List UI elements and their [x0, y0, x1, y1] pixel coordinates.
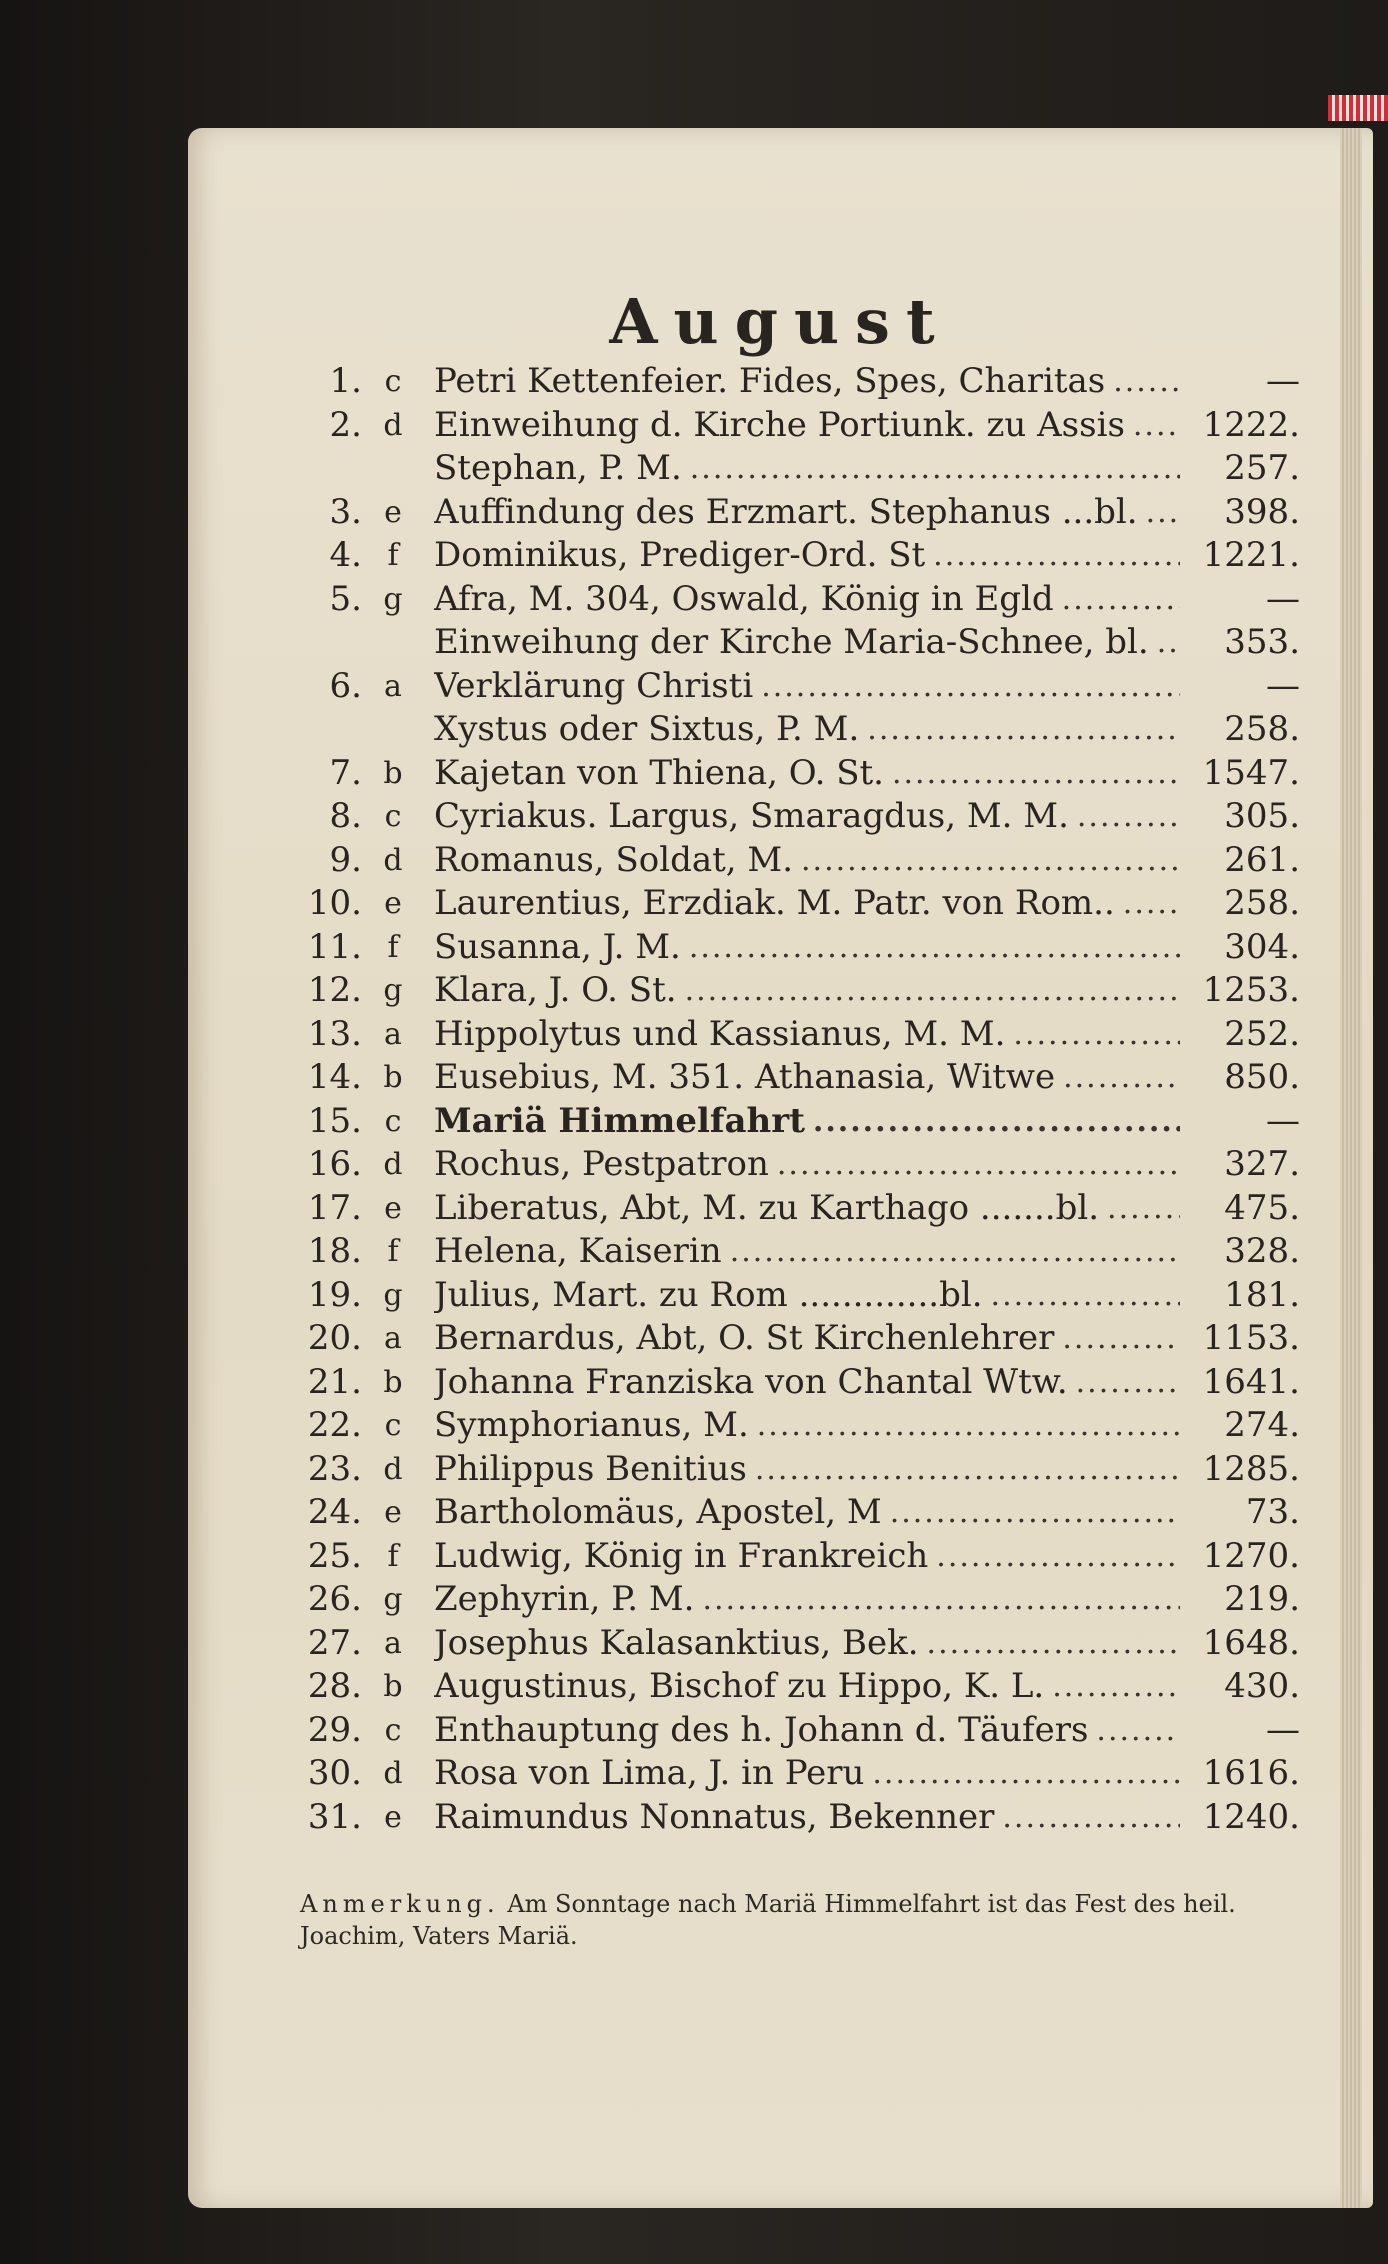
year: 328. — [1224, 1231, 1300, 1271]
calendar-row — [300, 1709, 1300, 1753]
saint-text: Eusebius, M. 351. Athanasia, Witwe — [434, 1057, 1056, 1097]
year: 475. — [1224, 1187, 1300, 1228]
year: 1547. — [1202, 752, 1300, 793]
calendar-row — [300, 360, 1300, 404]
day-number: 10. — [307, 883, 362, 923]
calendar-row — [300, 1491, 1300, 1535]
saint-name — [434, 1578, 1180, 1622]
calendar-row — [300, 1230, 1300, 1274]
calendar-row — [300, 1361, 1300, 1405]
saint-text: Liberatus, Abt, M. zu Karthago .......bl. — [434, 1187, 1100, 1228]
saint-name — [434, 1230, 1180, 1274]
year: — — [1266, 1709, 1300, 1750]
day-number: 20. — [307, 1318, 362, 1358]
saint-text: Auffindung des Erzmart. Stephanus ...bl. — [434, 491, 1138, 532]
saint-name — [434, 795, 1180, 839]
saint-name — [434, 1752, 1180, 1796]
day-number: 25. — [307, 1535, 362, 1576]
dominical-letter: b — [383, 1060, 403, 1095]
year: 1221. — [1202, 535, 1300, 575]
saint-text: Rochus, Pestpatron — [434, 1144, 769, 1184]
saint-name — [434, 1187, 1180, 1231]
year: 1240. — [1202, 1796, 1300, 1837]
year: 398. — [1224, 491, 1300, 532]
calendar-row — [300, 1448, 1300, 1492]
year: 257. — [1224, 448, 1300, 488]
saint-text: Raimundus Nonnatus, Bekenner — [434, 1796, 995, 1837]
calendar-row — [300, 1100, 1300, 1144]
saint-text: Laurentius, Erzdiak. M. Patr. von Rom.. — [434, 883, 1115, 923]
day-number: 21. — [307, 1361, 362, 1402]
day-number: 11. — [307, 926, 362, 967]
dominical-letter: e — [384, 494, 402, 530]
saint-name — [434, 621, 1180, 665]
day-number: 3. — [329, 491, 362, 532]
saint-text: Verklärung Christi — [434, 665, 754, 706]
saint-name — [434, 839, 1180, 883]
calendar-row — [300, 1274, 1300, 1318]
saint-text: Enthauptung des h. Johann d. Täufers — [434, 1709, 1089, 1750]
saint-text: Helena, Kaiserin — [434, 1231, 722, 1271]
saint-text: Klara, J. O. St. — [434, 970, 677, 1010]
saint-name — [434, 665, 1180, 709]
saint-text: Kajetan von Thiena, O. St. — [434, 752, 884, 793]
dominical-letter: d — [383, 1147, 403, 1182]
year: 1648. — [1202, 1622, 1300, 1663]
calendar-row — [300, 1013, 1300, 1057]
calendar-row — [300, 1056, 1300, 1100]
saint-text: Rosa von Lima, J. in Peru — [434, 1753, 865, 1793]
saint-name — [434, 1143, 1180, 1187]
dominical-letter: d — [383, 1451, 403, 1487]
saint-text: Susanna, J. M. — [434, 926, 681, 967]
day-number: 22. — [307, 1405, 362, 1445]
saint-text: Einweihung d. Kirche Portiunk. zu Assis — [434, 404, 1125, 445]
calendar-row — [300, 926, 1300, 970]
saint-text: Romanus, Soldat, M. — [434, 839, 794, 880]
saint-name — [434, 360, 1180, 404]
dominical-letter: g — [383, 1582, 403, 1617]
calendar-row — [300, 1143, 1300, 1187]
saint-name — [434, 1491, 1180, 1535]
calendar-row — [300, 1404, 1300, 1448]
dominical-letter: d — [383, 842, 403, 878]
day-number: 28. — [307, 1666, 362, 1706]
feast-name-highlight — [434, 1100, 1180, 1144]
day-number: 14. — [307, 1057, 362, 1097]
saint-text: Stephan, P. M. — [434, 448, 682, 488]
dominical-letter: b — [383, 1364, 403, 1400]
saint-text: Einweihung der Kirche Maria-Schnee, bl. — [434, 622, 1149, 662]
year: 252. — [1224, 1013, 1300, 1054]
saint-name — [434, 1665, 1180, 1709]
day-number: 15. — [307, 1100, 362, 1141]
calendar-row — [300, 1796, 1300, 1840]
dominical-letter: a — [384, 668, 402, 704]
footnote — [300, 1888, 1300, 1952]
day-number: 19. — [307, 1274, 362, 1315]
calendar-row — [300, 1622, 1300, 1666]
bookmark-ribbon — [1328, 95, 1388, 121]
saint-name — [434, 1622, 1180, 1666]
dominical-letter: g — [383, 581, 403, 617]
saint-text: Cyriakus. Largus, Smaragdus, M. M. — [434, 796, 1069, 836]
saint-text: Augustinus, Bischof zu Hippo, K. L. — [434, 1666, 1045, 1706]
saint-name — [434, 752, 1180, 796]
dominical-letter: f — [387, 1234, 399, 1269]
saint-name — [434, 708, 1180, 752]
footnote-text: Am Sonntage nach Mariä Himmelfahrt ist das Fest des heil. Joachim, Vaters Mariä. — [300, 1890, 1236, 1950]
dominical-letter: f — [387, 929, 399, 965]
calendar-row — [300, 1665, 1300, 1709]
saint-text: Philippus Benitius — [434, 1448, 747, 1489]
calendar-row — [300, 882, 1300, 926]
saint-name — [434, 491, 1180, 535]
dominical-letter: d — [383, 1756, 403, 1791]
saint-name — [434, 1274, 1180, 1318]
saint-name — [434, 1361, 1180, 1405]
saint-text: Ludwig, König in Frankreich — [434, 1535, 929, 1576]
saints-calendar-list — [300, 360, 1300, 1839]
saint-name — [434, 969, 1180, 1013]
dominical-letter: b — [383, 1669, 403, 1704]
footnote-lead: Anmerkung. — [300, 1890, 500, 1918]
dominical-letter: d — [383, 407, 403, 443]
calendar-row — [300, 795, 1300, 839]
saint-text: Mariä Himmelfahrt — [434, 1100, 805, 1141]
year: — — [1266, 1100, 1300, 1141]
dominical-letter: a — [384, 1321, 402, 1356]
calendar-row — [300, 578, 1300, 622]
year: 430. — [1224, 1666, 1300, 1706]
calendar-row — [300, 621, 1300, 665]
year: 73. — [1245, 1492, 1300, 1532]
saint-text: Zephyrin, P. M. — [434, 1579, 695, 1619]
saint-text: Bernardus, Abt, O. St Kirchenlehrer — [434, 1318, 1055, 1358]
saint-name — [434, 882, 1180, 926]
calendar-row — [300, 534, 1300, 578]
calendar-row — [300, 752, 1300, 796]
year: 219. — [1224, 1579, 1300, 1619]
saint-text: Hippolytus und Kassianus, M. M. — [434, 1013, 1006, 1054]
dominical-letter: f — [387, 538, 399, 573]
saint-text: Johanna Franziska von Chantal Wtw. — [434, 1361, 1068, 1402]
calendar-row — [300, 1535, 1300, 1579]
year: 1616. — [1202, 1753, 1300, 1793]
calendar-row — [300, 1187, 1300, 1231]
day-number: 26. — [307, 1579, 362, 1619]
day-number: 17. — [307, 1187, 362, 1228]
year: 1253. — [1202, 970, 1300, 1010]
saint-text: Bartholomäus, Apostel, M — [434, 1492, 882, 1532]
dominical-letter: g — [383, 973, 403, 1008]
calendar-row — [300, 969, 1300, 1013]
saint-text: Xystus oder Sixtus, P. M. — [434, 709, 860, 749]
year: — — [1266, 665, 1300, 706]
year: 181. — [1224, 1274, 1300, 1315]
year: 274. — [1224, 1405, 1300, 1445]
day-number: 4. — [329, 535, 362, 575]
page-title: August — [609, 285, 951, 358]
calendar-row — [300, 1317, 1300, 1361]
saint-name — [434, 1535, 1180, 1579]
year: 304. — [1224, 926, 1300, 967]
day-number: 2. — [329, 404, 362, 445]
saint-text: Afra, M. 304, Oswald, König in Egld — [434, 578, 1054, 619]
page-edges — [1340, 128, 1362, 2208]
dominical-letter: e — [384, 1495, 402, 1530]
day-number: 7. — [329, 752, 362, 793]
year: — — [1266, 361, 1300, 401]
year: 850. — [1224, 1057, 1300, 1097]
saint-name — [434, 1013, 1180, 1057]
year: 1153. — [1202, 1318, 1300, 1358]
calendar-row — [300, 665, 1300, 709]
saint-text: Julius, Mart. zu Rom .............bl. — [434, 1274, 983, 1315]
year: 1270. — [1202, 1535, 1300, 1576]
saint-text: Symphorianus, M. — [434, 1405, 749, 1445]
dominical-letter: e — [384, 886, 402, 921]
day-number: 9. — [329, 839, 362, 880]
saint-text: Dominikus, Prediger-Ord. St — [434, 535, 926, 575]
day-number: 8. — [329, 796, 362, 836]
day-number: 1. — [329, 361, 362, 401]
day-number: 13. — [307, 1013, 362, 1054]
saint-text: Petri Kettenfeier. Fides, Spes, Charitas — [434, 361, 1106, 401]
day-number: 24. — [307, 1492, 362, 1532]
day-number: 29. — [307, 1709, 362, 1750]
calendar-row — [300, 404, 1300, 448]
year: 1222. — [1202, 404, 1300, 445]
dominical-letter: c — [384, 1408, 402, 1443]
dominical-letter: c — [384, 364, 402, 399]
year: 261. — [1224, 839, 1300, 880]
day-number: 5. — [329, 578, 362, 619]
year: 305. — [1224, 796, 1300, 836]
saint-text: Josephus Kalasanktius, Bek. — [434, 1622, 919, 1663]
saint-name — [434, 534, 1180, 578]
day-number: 31. — [307, 1796, 362, 1837]
dominical-letter: a — [384, 1625, 402, 1661]
calendar-row — [300, 1752, 1300, 1796]
dominical-letter: e — [384, 1799, 402, 1835]
year: 258. — [1224, 883, 1300, 923]
day-number: 23. — [307, 1448, 362, 1489]
saint-name — [434, 1404, 1180, 1448]
calendar-row — [300, 491, 1300, 535]
dominical-letter: a — [384, 1016, 402, 1052]
year: 1641. — [1202, 1361, 1300, 1402]
dominical-letter: b — [383, 755, 403, 791]
day-number: 27. — [307, 1622, 362, 1663]
dominical-letter: c — [384, 1103, 402, 1139]
saint-name — [434, 1056, 1180, 1100]
year: 1285. — [1202, 1448, 1300, 1489]
dominical-letter: f — [387, 1538, 399, 1574]
saint-name — [434, 404, 1180, 448]
year: 258. — [1224, 709, 1300, 749]
day-number: 16. — [307, 1144, 362, 1184]
dominical-letter: c — [384, 799, 402, 834]
year: 353. — [1224, 622, 1300, 662]
saint-name — [434, 1317, 1180, 1361]
day-number: 18. — [307, 1231, 362, 1271]
calendar-row — [300, 447, 1300, 491]
calendar-row — [300, 839, 1300, 883]
saint-name — [434, 578, 1180, 622]
day-number: 6. — [329, 665, 362, 706]
saint-name — [434, 447, 1180, 491]
dominical-letter: c — [384, 1712, 402, 1748]
saint-name — [434, 1709, 1180, 1753]
year: — — [1266, 578, 1300, 619]
dominical-letter: g — [383, 1277, 403, 1313]
saint-name — [434, 1448, 1180, 1492]
saint-name — [434, 926, 1180, 970]
year: 327. — [1224, 1144, 1300, 1184]
calendar-row — [300, 708, 1300, 752]
calendar-row — [300, 1578, 1300, 1622]
day-number: 12. — [307, 970, 362, 1010]
day-number: 30. — [307, 1753, 362, 1793]
dominical-letter: e — [384, 1190, 402, 1226]
saint-name — [434, 1796, 1180, 1840]
